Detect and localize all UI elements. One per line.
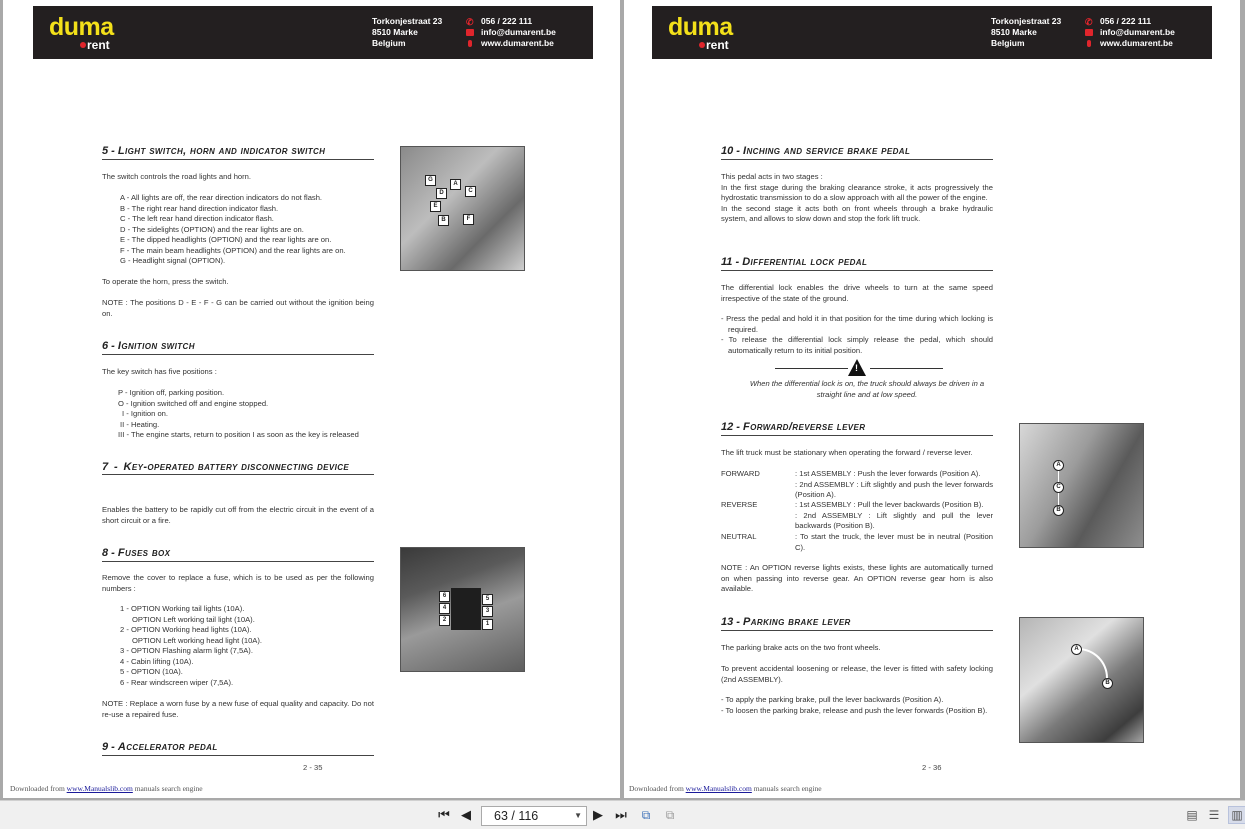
section-heading-6: 6 - Ignition switch [102, 340, 374, 355]
light-switch-photo: G A D C E B F [400, 146, 525, 271]
manualslib-link[interactable]: www.Manualslib.com [685, 784, 752, 793]
differential-lock-steps: - Press the pedal and hold it in that position for the time during which locking is required. - To release the differential lock simply release the pedal, which should automatically return to its initial position. [721, 314, 993, 355]
paragraph: Remove the cover to replace a fuse, which is to be used as per the following numbers : [102, 573, 374, 593]
paragraph: To prevent accidental loosening or release, the lever is fitted with safety locking (2nd ASSEMBLY). [721, 664, 993, 684]
phone-icon: ✆ [1085, 17, 1093, 27]
download-footer: Downloaded from www.Manualslib.com manuals search engine [10, 784, 203, 793]
page-selector[interactable] [481, 806, 587, 826]
parking-brake-steps: - To apply the parking brake, pull the lever backwards (Position A). - To loosen the parking brake, release and push the lever forwards (Position B). [721, 695, 988, 715]
note: NOTE : Replace a worn fuse by a new fuse of equal quality and capacity. Do not re-use a repaired fuse. [102, 699, 374, 719]
mail-icon [466, 29, 474, 36]
phone: 056 / 222 111 [481, 16, 533, 26]
switch-positions-list: A - All lights are off, the rear direction indicators do not flash. B - The right rear hand direction indicator flash. C - The left rear hand direction indicator flash. D - The sidelights (OPTION) and the rear lights are on. E - The dipped headlights (OPTION) and the rear lights are on. F - The main beam headlights (OPTION) and the rear lights are on. G - Headlight signal (OPTION). [120, 193, 346, 265]
parking-brake-photo: A B [1019, 617, 1144, 743]
two-page-icon[interactable]: ▥ [1228, 806, 1245, 824]
page-number: 2 - 36 [922, 763, 942, 772]
website: www.dumarent.be [481, 37, 554, 48]
section-heading-9: 9 - Accelerator pedal [102, 741, 374, 756]
extract-page-icon[interactable]: ⧉ [665, 808, 675, 822]
company-address: Torkonjestraat 23 8510 Marke Belgium [991, 16, 1062, 48]
paragraph: The key switch has five positions : [102, 367, 217, 376]
phone: 056 / 222 111 [1100, 16, 1152, 26]
note: NOTE : An OPTION reverse lights exists, these lights are automatically turned on when passing into reverse gear. An OPTION reverse gear horn is also available. [721, 563, 993, 593]
page-indicator: 63 / 116 [494, 809, 539, 823]
company-contact [1085, 16, 1175, 48]
email: info@dumarent.be [481, 26, 556, 37]
section-heading-11: 11 - Differential lock pedal [721, 256, 993, 271]
insert-page-icon[interactable]: ⧉ [641, 808, 651, 822]
company-address: Torkonjestraat 23 8510 Marke Belgium [372, 16, 443, 48]
duma-rent-logo [668, 14, 758, 54]
page-number: 2 - 35 [303, 763, 323, 772]
web-icon [468, 40, 472, 47]
first-page-icon[interactable]: ⏮ [438, 807, 450, 822]
single-page-icon[interactable]: ▤ [1186, 808, 1198, 822]
page-2-35 [3, 0, 620, 798]
forward-reverse-lever-photo: A C B [1019, 423, 1144, 548]
viewer-toolbar [0, 800, 1245, 829]
company-banner [652, 6, 1212, 59]
email: info@dumarent.be [1100, 26, 1175, 37]
warning-text: When the differential lock is on, the truck should always be driven in a straight line and at low speed. [749, 379, 985, 399]
fuses-list: 1 - OPTION Working tail lights (10A). OPTION Left working tail light (10A). 2 - OPTION Working head lights (10A). OPTION Left working head light (10A). 3 - OPTION Flashing alarm light (7,5A). 4 - Cabin lifting (10A). 5 - OPTION (10A). 6 - Rear windscreen wiper (7,5A). [120, 604, 262, 687]
paragraph: The differential lock enables the drive wheels to turn at the same speed irrespective of the state of the ground. [721, 283, 993, 303]
section-heading-12: 12 - Forward/reverse lever [721, 421, 993, 436]
paragraph: The lift truck must be stationary when operating the forward / reverse lever. [721, 448, 973, 457]
section-heading-13: 13 - Parking brake lever [721, 616, 993, 631]
logo-dot-icon [699, 42, 705, 48]
chevron-down-icon[interactable]: ▼ [574, 811, 582, 820]
manualslib-link[interactable]: www.Manualslib.com [66, 784, 133, 793]
paragraph: This pedal acts in two stages : In the first stage during the braking clearance stroke, it acts progressively the hydrostatic transmission to do a slow approach with all the power of the engine. In the second stage it acts both on front wheels through a brake hydraulic system, and allows to slow down and stop the fork lift truck. [721, 172, 993, 223]
fuse-block [451, 588, 481, 630]
section-heading-8: 8 - Fuses box [102, 547, 374, 562]
logo-main: duma [49, 13, 114, 41]
lever-positions-table: FORWARD : 1st ASSEMBLY : Push the lever forwards (Position A). : 2nd ASSEMBLY : Lift slightly and push the lever forwards (Position A). REVERSE : 1st ASSEMBLY : Pull the lever backwards (Position B). : 2nd ASSEMBLY : Lift slightly and pull the lever backwards (Position B). NEUTRAL : To start the truck, the lever must be in neutral (Position C). [721, 469, 993, 552]
fuses-box-photo: 6 4 2 5 3 1 [400, 547, 525, 672]
section-heading-7: 7 - Key-operated battery disconnecting device [102, 461, 374, 475]
duma-rent-logo [49, 14, 139, 54]
web-icon [1087, 40, 1091, 47]
section-heading-10: 10 - Inching and service brake pedal [721, 145, 993, 160]
mail-icon [1085, 29, 1093, 36]
logo-sub: rent [706, 38, 729, 52]
note: NOTE : The positions D - E - F - G can be carried out without the ignition being on. [102, 298, 374, 318]
paragraph: The switch controls the road lights and horn. [102, 172, 252, 181]
paragraph: To operate the horn, press the switch. [102, 277, 229, 286]
warning-icon: ! [848, 359, 866, 376]
previous-page-icon[interactable]: ◀ [461, 807, 471, 822]
phone-icon: ✆ [466, 17, 474, 27]
continuous-icon[interactable]: ☰ [1208, 808, 1220, 822]
website: www.dumarent.be [1100, 37, 1173, 48]
next-page-icon[interactable]: ▶ [593, 807, 603, 822]
ignition-positions-list: P - Ignition off, parking position. O - Ignition switched off and engine stopped. I - Ignition on. II - Heating. III - The engine starts, return to position I as soon as the key is released [118, 388, 359, 439]
logo-main: duma [668, 13, 733, 41]
divider [775, 368, 848, 369]
page-2-36 [624, 0, 1240, 798]
download-footer: Downloaded from www.Manualslib.com manuals search engine [629, 784, 822, 793]
company-banner [33, 6, 593, 59]
divider [870, 368, 943, 369]
logo-sub: rent [87, 38, 110, 52]
section-heading-5: 5 - Light switch, horn and indicator switch [102, 145, 374, 160]
paragraph: Enables the battery to be rapidly cut off from the electric circuit in the event of a short circuit or a fire. [102, 505, 374, 525]
logo-dot-icon [80, 42, 86, 48]
company-contact [466, 16, 556, 48]
paragraph: The parking brake acts on the two front wheels. [721, 643, 881, 652]
last-page-icon[interactable]: ⏭ [615, 807, 627, 822]
